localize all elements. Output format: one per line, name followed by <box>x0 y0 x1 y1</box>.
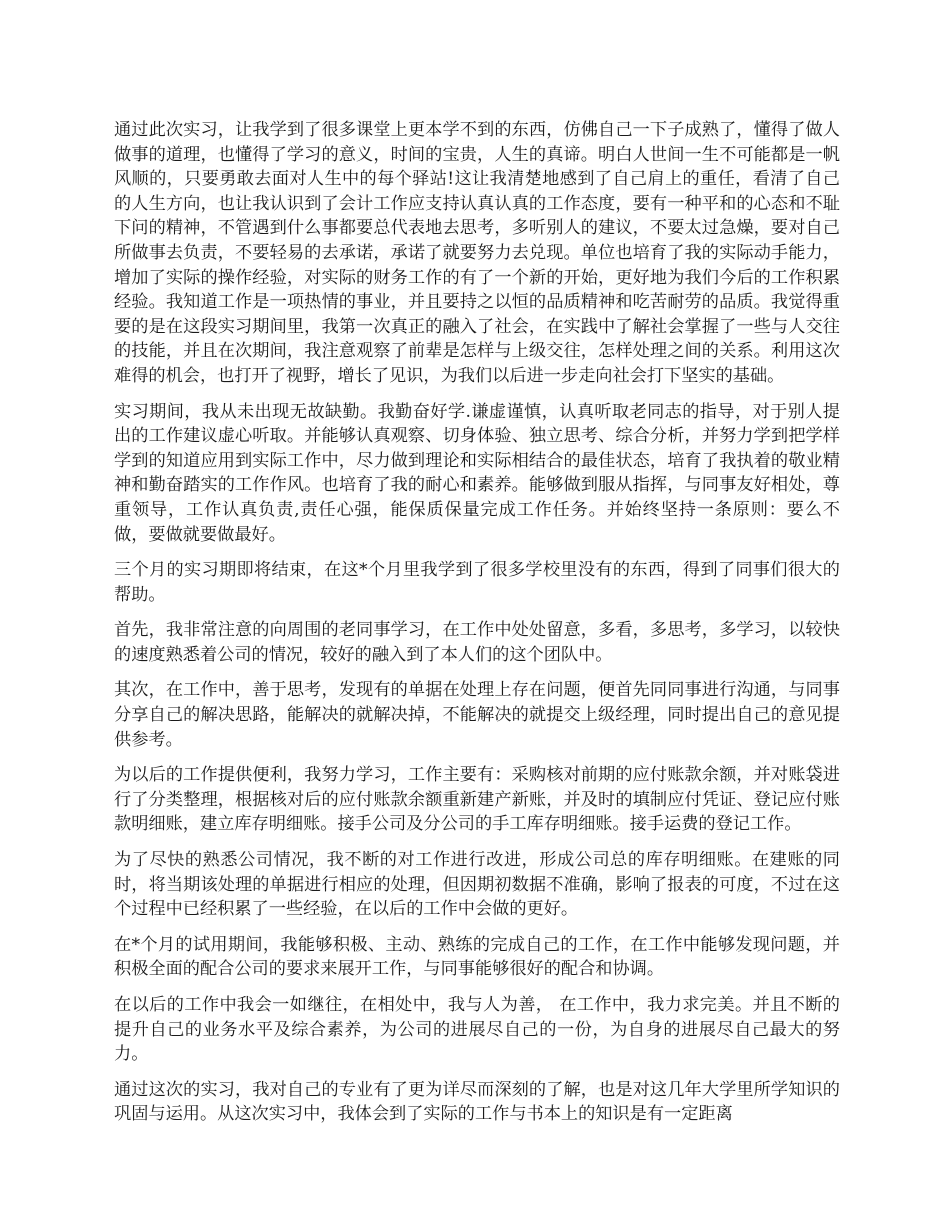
paragraph-3: 三个月的实习期即将结束，在这*个月里我学到了很多学校里没有的东西，得到了同事们很大的帮助。 <box>114 560 840 605</box>
paragraph-7: 为了尽快的熟悉公司情况，我不断的对工作进行改进，形成公司总的库存明细账。在建账的同时，将当期该处理的单据进行相应的处理，但因期初数据不准确，影响了报表的可度，不过在这个过程中已经积累了一些经验，在以后的工作中会做的更好。 <box>114 850 840 920</box>
paragraph-6: 为以后的工作提供便利，我努力学习，工作主要有：采购核对前期的应付账款余额，并对账袋进行了分类整理，根据核对后的应付账款余额重新建产新账，并及时的填制应付凭证、登记应付账款明细账，建立库存明细账。接手公司及分公司的手工库存明细账。接手运费的登记工作。 <box>114 765 840 835</box>
paragraph-1: 通过此次实习，让我学到了很多课堂上更本学不到的东西，仿佛自己一下子成熟了，懂得了做人做事的道理，也懂得了学习的意义，时间的宝贵，人生的真谛。明白人世间一生不可能都是一帆风顺的，只要勇敢去面对人生中的每个驿站!这让我清楚地感到了自己肩上的重任，看清了自己的人生方向，也让我认识到了会计工作应支持认真认真的工作态度，要有一种平和的心态和不耻下问的精神，不管遇到什么事都要总代表地去思考，多听别人的建议，不要太过急燥，要对自己所做事去负责，不要轻易的去承诺，承诺了就要努力去兑现。单位也培育了我的实际动手能力，增加了实际的操作经验，对实际的财务工作的有了一个新的开始，更好地为我们今后的工作积累经验。我知道工作是一项热情的事业，并且要持之以恒的品质精神和吃苦耐劳的品质。我觉得重要的是在这段实习期间里，我第一次真正的融入了社会，在实践中了解社会掌握了一些与人交往的技能，并且在次期间，我注意观察了前辈是怎样与上级交往，怎样处理之间的关系。利用这次难得的机会，也打开了视野，增长了见识，为我们以后进一步走向社会打下坚实的基础。 <box>114 120 840 386</box>
paragraph-5: 其次，在工作中，善于思考，发现有的单据在处理上存在问题，便首先同同事进行沟通，与同事分享自己的解决思路，能解决的就解决掉，不能解决的就提交上级经理，同时提出自己的意见提供参考。 <box>114 680 840 750</box>
paragraph-10: 通过这次的实习，我对自己的专业有了更为详尽而深刻的了解，也是对这几年大学里所学知识的巩固与运用。从这次实习中，我体会到了实际的工作与书本上的知识是有一定距离 <box>114 1079 840 1125</box>
paragraph-4: 首先，我非常注意的向周围的老同事学习，在工作中处处留意，多看，多思考，多学习，以较快的速度熟悉着公司的情况，较好的融入到了本人们的这个团队中。 <box>114 620 840 665</box>
paragraph-2: 实习期间，我从未出现无故缺勤。我勤奋好学.谦虚谨慎，认真听取老同志的指导，对于别人提出的工作建议虚心听取。并能够认真观察、切身体验、独立思考、综合分析，并努力学到把学样学到的知道应用到实际工作中，尽力做到理论和实际相结合的最佳状态，培育了我执着的敬业精神和勤奋踏实的工作作风。也培育了我的耐心和素养。能够做到服从指挥，与同事友好相处，尊重领导，工作认真负责,责任心强，能保质保量完成工作任务。并始终坚持一条原则：要么不做，要做就要做最好。 <box>114 401 840 545</box>
paragraph-8: 在*个月的试用期间，我能够积极、主动、熟练的完成自己的工作，在工作中能够发现问题，并积极全面的配合公司的要求来展开工作，与同事能够很好的配合和协调。 <box>114 934 840 980</box>
paragraph-9: 在以后的工作中我会一如继往，在相处中，我与人为善， 在工作中，我力求完美。并且不断的提升自己的业务水平及综合素养，为公司的进展尽自己的一份，为自身的进展尽自己最大的努力。 <box>114 995 840 1065</box>
document-body <box>114 118 840 1138</box>
